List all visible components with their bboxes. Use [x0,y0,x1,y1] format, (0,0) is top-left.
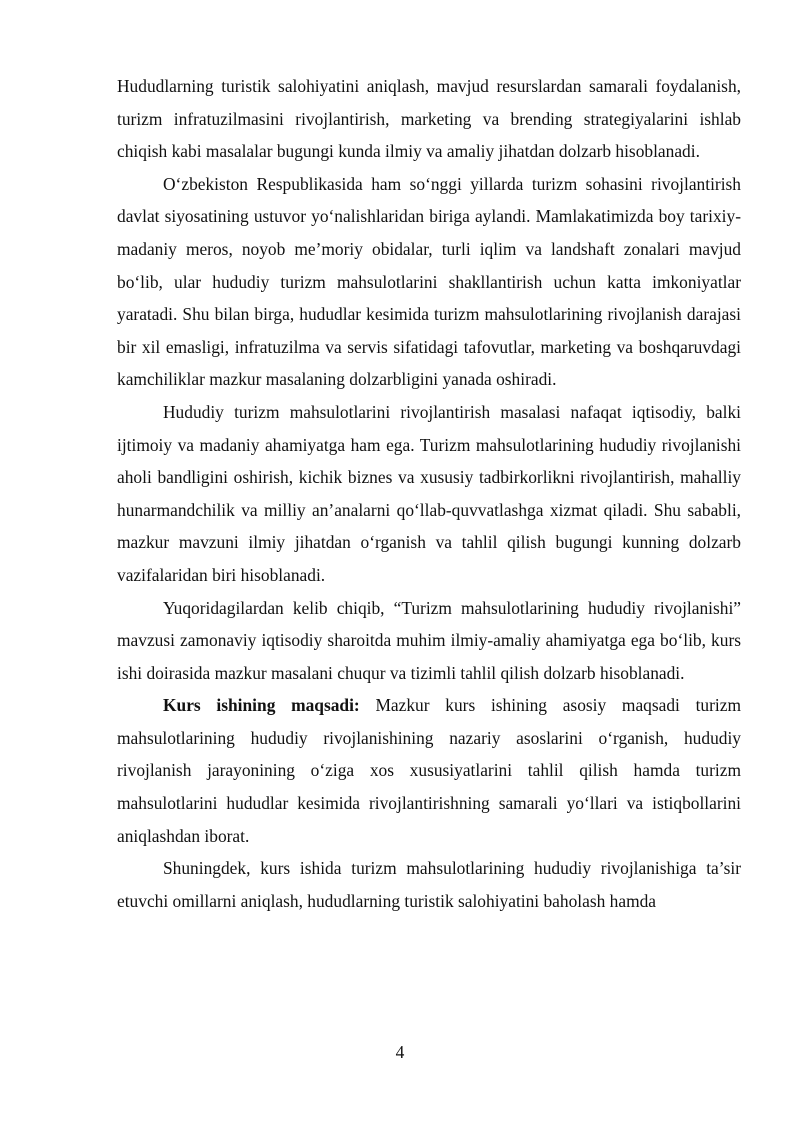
page-number: 4 [395,1042,405,1062]
document-page [117,70,741,917]
paragraph-1-text: Hududlarning turistik salohiyatini aniqlash, mavjud resurslardan samarali foydalanish, turizm infratuzilmasini rivojlantirish, marketing va brending strategiyalarini ishlab chiqish kabi masalalar bugungi kunda ilmiy va amaliy jihatdan dolzarb hisoblanadi. [117,76,741,162]
paragraph-3-text: Hududiy turizm mahsulotlarini rivojlantirish masalasi nafaqat iqtisodiy, balki ijtimoiy va madaniy ahamiyatga ham ega. Turizm mahsulotlarining hududiy rivojlanishi aholi bandligini oshirish, kichik biznes va xususiy tadbirkorlikni rivojlantirish, mahalliy hunarmandchilik va milliy an’analarni qo‘llab-quvvatlashga xizmat qiladi. Shu sababli, mazkur mavzuni ilmiy jihatdan o‘rganish va tahlil qilish bugungi kunning dolzarb vazifalaridan biri hisoblanadi. [117,401,741,585]
paragraph-4 [117,592,741,690]
paragraph-2-text: O‘zbekiston Respublikasida ham so‘nggi yillarda turizm sohasini rivojlantirish davlat siyosatining ustuvor yo‘nalishlaridan biriga aylandi. Mamlakatimizda boy tarixiy-madaniy meros, noyob me’moriy obidalar, turli iqlim va landshaft zonalari mavjud bo‘lib, ular hududiy turizm mahsulotlarini shakllantirish uchun katta imkoniyatlar yaratadi. Shu bilan birga, hududlar kesimida turizm mahsulotlarining rivojlanish darajasi bir xil emasligi, infratuzilma va servis sifatidagi tafovutlar, marketing va boshqaruvdagi kamchiliklar mazkur masalaning dolzarbligini yanada oshiradi. [117,173,741,390]
paragraph-2 [117,168,741,396]
goal-heading: Kurs ishining maqsadi: [163,695,360,716]
paragraph-5 [117,689,741,852]
paragraph-5-text: Mazkur kurs ishining asosiy maqsadi turizm mahsulotlarining hududiy rivojlanishining nazariy asoslarini o‘rganish, hududiy rivojlanish jarayonining o‘ziga xos xususiyatlarini tahlil qilish hamda turizm mahsulotlarini hududlar kesimida rivojlantirishning samarali yo‘llari va istiqbollarini aniqlashdan iborat. [117,695,741,846]
paragraph-1 [117,70,741,168]
paragraph-4-text: Yuqoridagilardan kelib chiqib, “Turizm mahsulotlarining hududiy rivojlanishi” mavzusi zamonaviy iqtisodiy sharoitda muhim ilmiy-amaliy ahamiyatga ega bo‘lib, kurs ishi doirasida mazkur masalani chuqur va tizimli tahlil qilish dolzarb hisoblanadi. [117,597,741,683]
paragraph-3 [117,396,741,592]
paragraph-6-text: Shuningdek, kurs ishida turizm mahsulotlarining hududiy rivojlanishiga ta’sir etuvchi omillarni aniqlash, hududlarning turistik salohiyatini baholash hamda [117,858,741,911]
paragraph-6 [117,852,741,917]
